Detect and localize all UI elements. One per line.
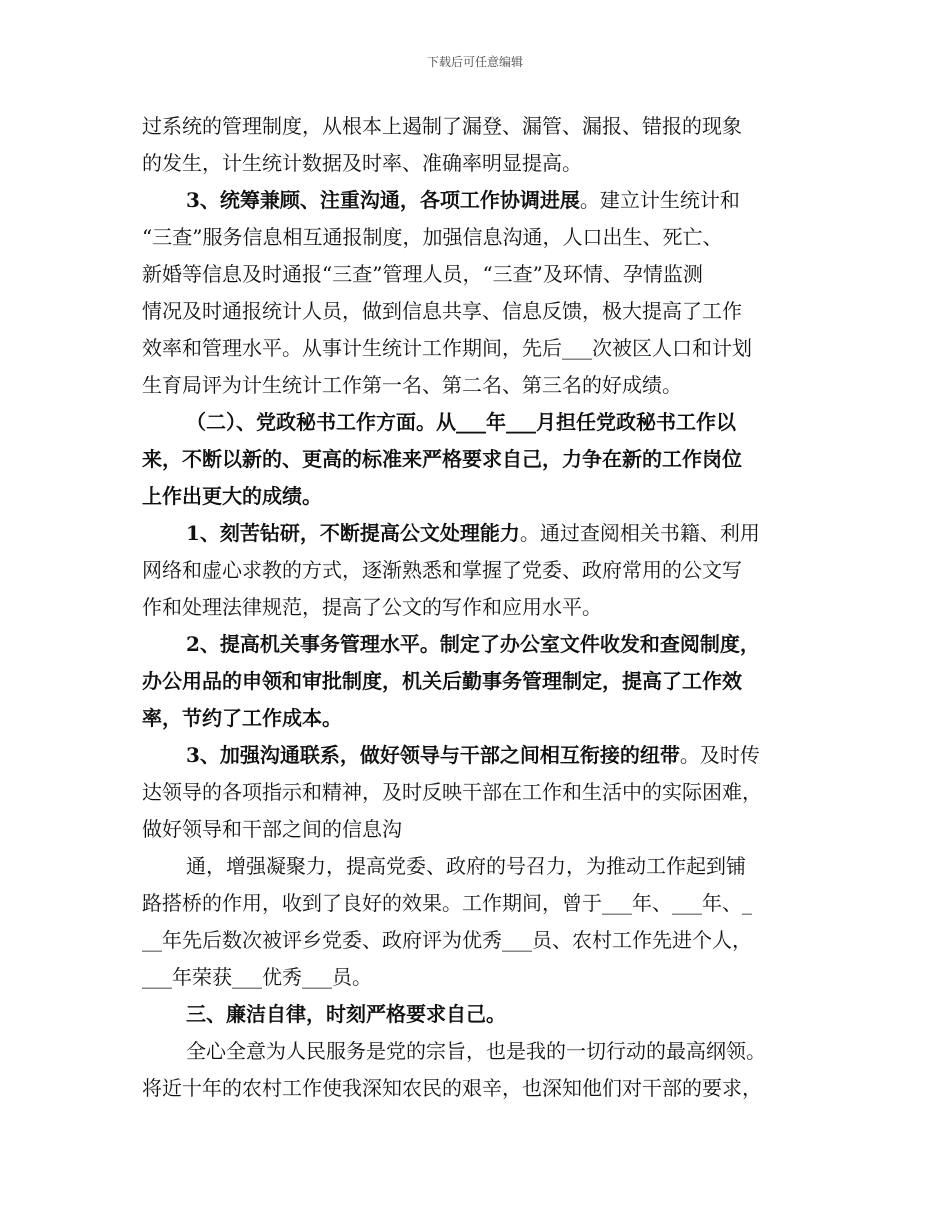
- bold-text-line: 率，节约了工作成本。: [142, 706, 342, 730]
- section-heading: 三、廉洁自律，时刻严格要求自己。: [186, 1002, 506, 1026]
- text-segment: 。及时传: [679, 743, 760, 767]
- text-line: 情况及时通报统计人员，做到信息共享、信息反馈，极大提高了工作: [142, 299, 742, 323]
- text-line: 生育局评为计生统计工作第一名、第二名、第三名的好成绩。: [142, 373, 682, 397]
- document-body: [142, 108, 818, 1107]
- bold-text-line: 办公用品的申领和审批制度，机关后勤事务管理制定，提高了工作效: [142, 669, 742, 693]
- bold-lead: 3、统筹兼顾、注重沟通，各项工作协调进展: [186, 188, 580, 212]
- bold-lead: 1、刻苦钻研，不断提高公文处理能力: [186, 521, 520, 545]
- text-line: 全心全意为人民服务是党的宗旨，也是我的一切行动的最高纲领。: [186, 1039, 766, 1063]
- text-line: “三查”服务信息相互通报制度，加强信息沟通，人口出生、死亡、: [142, 225, 723, 249]
- text-line: 过系统的管理制度，从根本上遏制了漏登、漏管、漏报、错报的现象: [142, 114, 742, 138]
- text-line: 作和处理法律规范，提高了公文的写作和应用水平。: [142, 595, 602, 619]
- text-line: 网络和虚心求教的方式，逐渐熟悉和掌握了党委、政府常用的公文写: [142, 558, 742, 582]
- page-header: 下载后可任意编辑: [426, 55, 523, 69]
- section-heading-line: 来，不断以新的、更高的标准来严格要求自己，力争在新的工作岗位: [142, 447, 742, 471]
- text-line: [142, 182, 818, 219]
- text-line: ___年荣获___优秀___员。: [142, 965, 372, 989]
- text-line: 将近十年的农村工作使我深知农民的艰辛，也深知他们对干部的要求，: [142, 1076, 762, 1100]
- text-line: 的发生，计生统计数据及时率、准确率明显提高。: [142, 151, 582, 175]
- text-segment: 。通过查阅相关书籍、利用: [519, 521, 760, 545]
- text-line: [142, 737, 818, 774]
- section-heading-line: 上作出更大的成绩。: [142, 484, 322, 508]
- section-heading-line: （二）、党政秘书工作方面。从___年___月担任党政秘书工作以: [186, 410, 736, 434]
- text-line: [142, 515, 818, 552]
- text-segment: 。建立计生统计和: [579, 188, 740, 212]
- bold-text-line: 2、提高机关事务管理水平。制定了办公室文件收发和查阅制度，: [186, 632, 760, 656]
- bold-lead: 3、加强沟通联系，做好领导与干部之间相互衔接的纽带: [186, 743, 680, 767]
- text-line: 效率和管理水平。从事计生统计工作期间，先后___次被区人口和计划: [142, 336, 752, 360]
- text-line: 做好领导和干部之间的信息沟: [142, 817, 402, 841]
- text-line: 路搭桥的作用，收到了良好的效果。工作期间，曾于___年、___年、_: [142, 891, 752, 915]
- text-line: 达领导的各项指示和精神，及时反映干部在工作和生活中的实际困难，: [142, 780, 762, 804]
- text-line: 通，增强凝聚力，提高党委、政府的号召力，为推动工作起到铺: [186, 854, 746, 878]
- text-line: __年先后数次被评乡党委、政府评为优秀___员、农村工作先进个人，: [142, 928, 752, 952]
- text-line: 新婚等信息及时通报“三查”管理人员，“三查”及环情、孕情监测: [142, 262, 703, 286]
